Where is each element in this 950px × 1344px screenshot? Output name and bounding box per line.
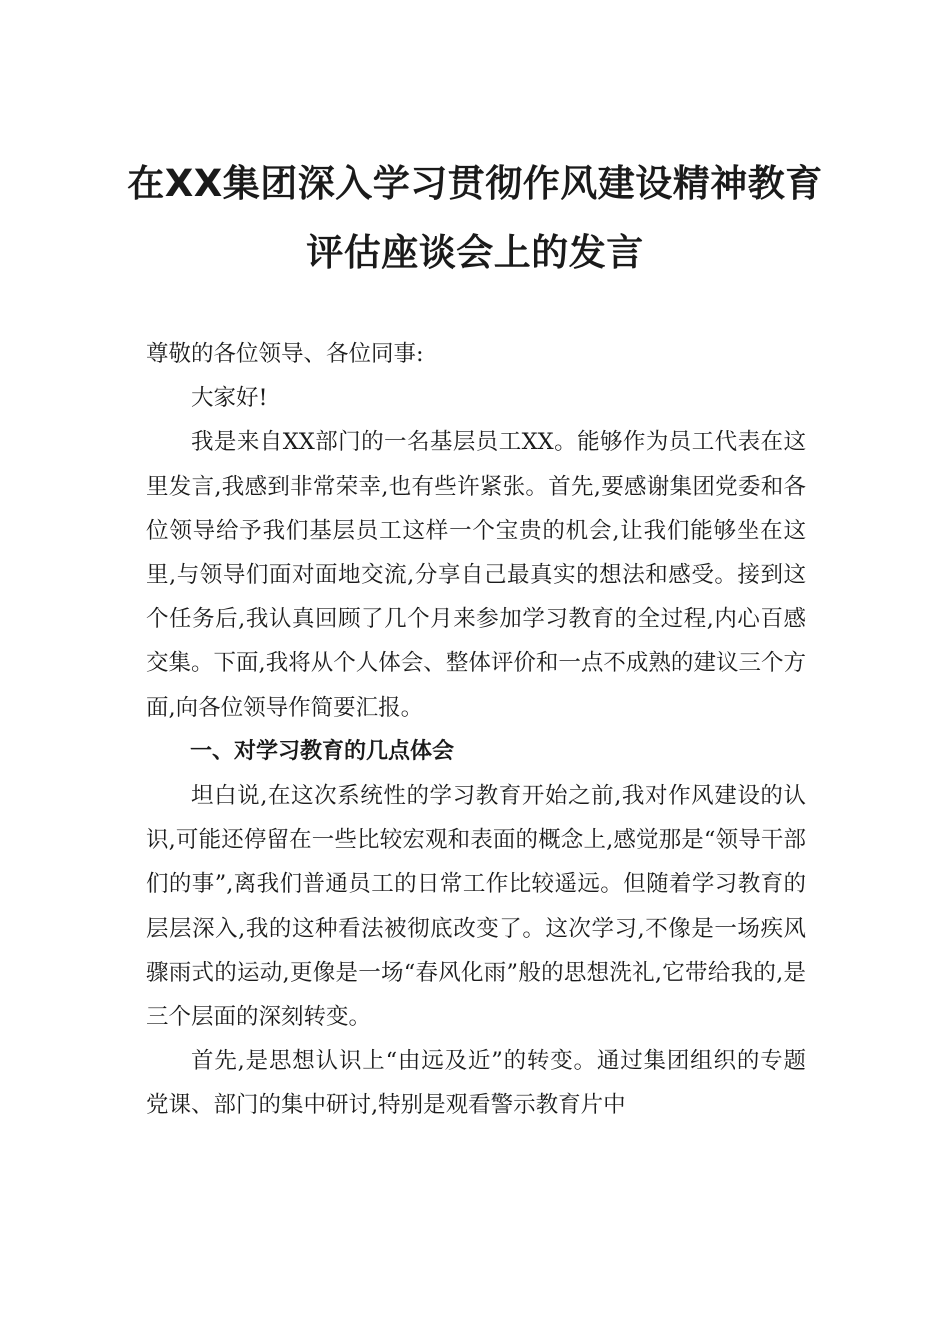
salutation: 尊敬的各位领导、各位同事: — [146, 341, 424, 367]
paragraph-introduction: 我是来自XX部门的一名基层员工XX。能够作为员工代表在这里发言,我感到非常荣幸,也有些许紧张。首先,要感谢集团党委和各位领导给予我们基层员工这样一个宝贵的机会,让我们能够坐在这里,与领导们面对面地交流,分享自己最真实的想法和感受。接到这个任务后,我认真回顾了几个月来参加学习教育的全过程,内心百感交集。下面,我将从个人体会、整体评价和一点不成熟的建议三个方面,向各位领导作简要汇报。 — [146, 429, 806, 721]
document-body — [146, 332, 806, 1128]
paragraph-reflection: 坦白说,在这次系统性的学习教育开始之前,我对作风建设的认识,可能还停留在一些比较宏观和表面的概念上,感觉那是“领导干部们的事”,离我们普通员工的日常工作比较遥远。但随着学习教育的层层深入,我的这种看法被彻底改变了。这次学习,不像是一场疾风骤雨式的运动,更像是一场“春风化雨”般的思想洗礼,它带给我的,是三个层面的深刻转变。 — [146, 783, 806, 1031]
greeting: 大家好! — [191, 385, 268, 412]
document-title-line-1: 在XX集团深入学习贯彻作风建设精神教育 — [127, 162, 823, 205]
section-heading-1: 一、对学习教育的几点体会 — [190, 738, 455, 764]
paragraph-first-point: 首先,是思想认识上“由远及近”的转变。通过集团组织的专题党课、部门的集中研讨,特别是观看警示教育片中 — [146, 1048, 806, 1119]
document-title-line-2: 评估座谈会上的发言 — [306, 231, 644, 274]
